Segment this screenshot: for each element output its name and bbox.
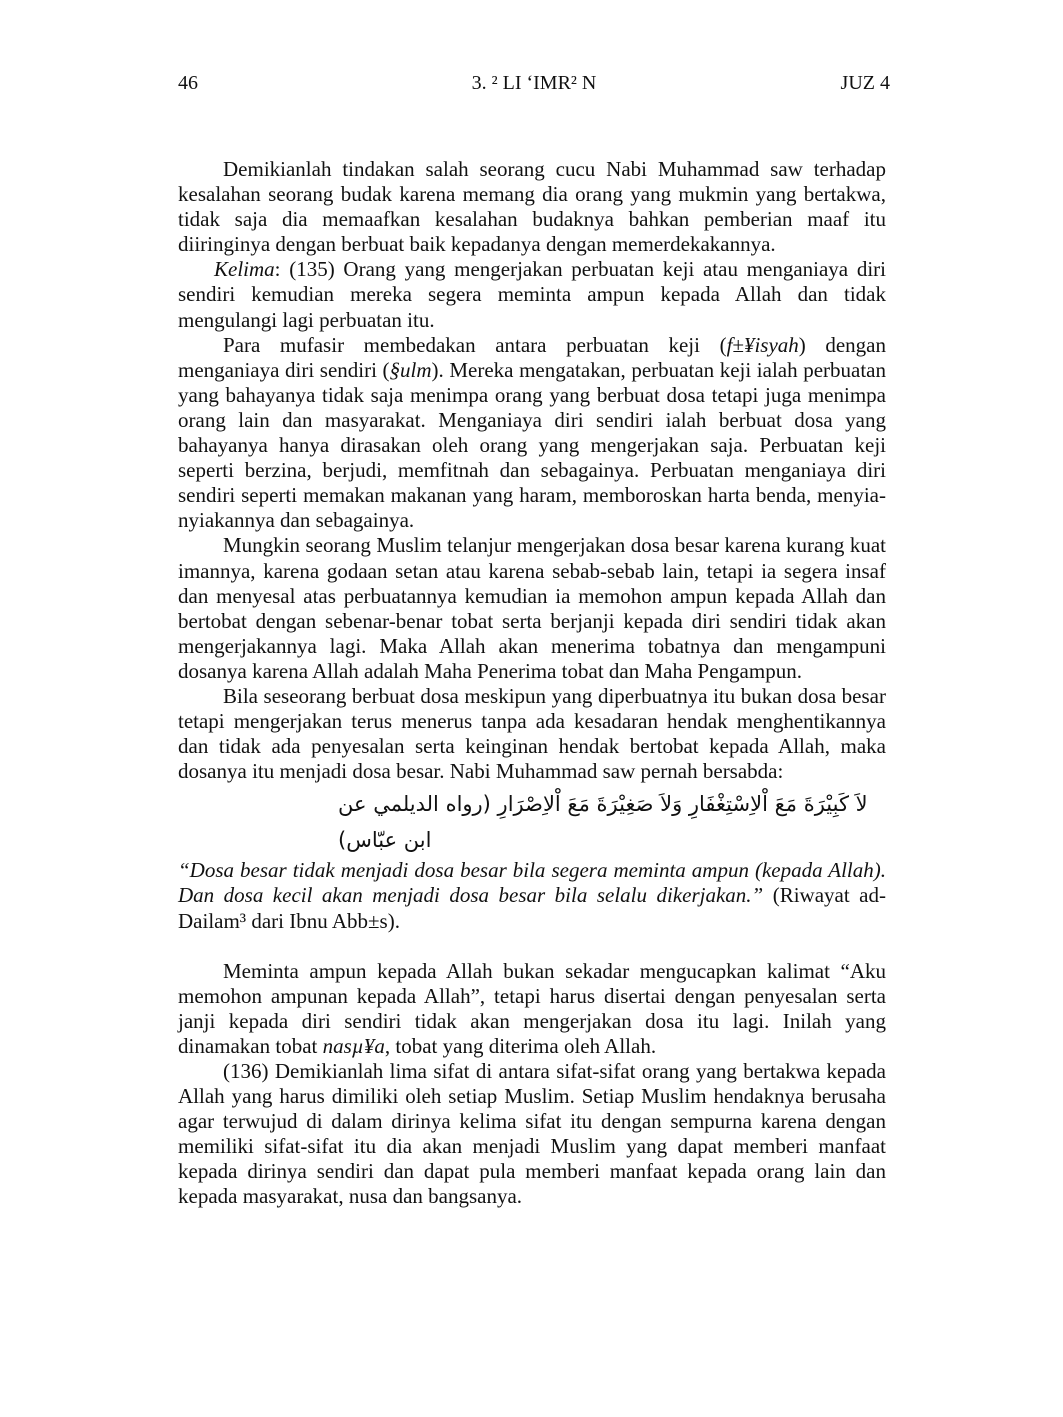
- paragraph-3-part-c: ). Mereka mengatakan, perbuatan keji ialah perbuatan yang bahayanya tidak saja menimpa orang yang berbuat dosa tetapi juga menimpa orang lain dan masyarakat. Menganiaya diri sendiri ialah berbuat dosa yang bahayanya hanya dirasakan oleh orang yang mengerjakan saja. Perbuatan keji seperti berzina, berjudi, memfitnah dan sebagainya. Perbuatan menganiaya diri sendiri seperti memakan makanan yang haram, memboroskan harta benda, menyia-nyiakannya dan sebagainya.: [178, 357, 886, 533]
- page-body: [178, 157, 886, 1210]
- paragraph-6-part-b: , tobat yang diterima oleh Allah.: [384, 1033, 657, 1058]
- hadith-arabic: لاَ كَبِيْرَةَ مَعَ اْلاِسْتِغْفَارِ وَلاَ صَغِيْرَةَ مَعَ اْلاِصْرَارِ (رواه الديلمي عن ابن عبّاس): [338, 792, 868, 853]
- term-fahisyah: f±¥isyah: [726, 332, 799, 357]
- page-header: [178, 72, 890, 100]
- kelima-label: Kelima: [214, 257, 275, 282]
- term-zulm: §ulm: [389, 357, 432, 382]
- paragraph-6: [178, 959, 886, 1059]
- hadith-translation: “Dosa besar tidak menjadi dosa besar bila segera meminta ampun (kepada Allah). Dan dosa kecil akan menjadi dosa besar bila selalu dikerjakan.”: [178, 858, 886, 908]
- paragraph-3: [178, 333, 886, 534]
- paragraph-3-part-b: ) dengan menganiaya diri sendiri (: [178, 332, 886, 382]
- paragraph-2: [178, 257, 886, 332]
- running-title: 3. ² LI ‘IMR² N: [471, 72, 597, 94]
- page-number: 46: [178, 72, 198, 94]
- paragraph-5: Bila seseorang berbuat dosa meskipun yang diperbuatnya itu bukan dosa besar tetapi mengerjakan terus menerus tanpa ada kesadaran hendak menghentikannya dan tidak ada penyesalan serta keinginan hendak bertobat kepada Allah, maka dosanya itu menjadi dosa besar. Nabi Muhammad saw pernah bersabda:: [178, 683, 886, 784]
- section-gap: [178, 934, 886, 959]
- paragraph-3-part-a: Para mufasir membedakan antara perbuatan keji (: [223, 332, 727, 357]
- paragraph-2-text: : (135) Orang yang mengerjakan perbuatan keji atau menganiaya diri sendiri kemudian mereka segera meminta ampun kepada Allah dan tidak mengulangi lagi perbuatan itu.: [178, 257, 886, 332]
- paragraph-6-part-a: Meminta ampun kepada Allah bukan sekadar mengucapkan kalimat “Aku memohon ampunan kepada Allah”, tetapi harus disertai dengan penyesalan serta janji kepada diri sendiri tidak akan mengerjakan dosa itu lagi. Inilah yang dinamakan tobat: [178, 958, 886, 1058]
- hadith-translation-block: [178, 858, 886, 933]
- paragraph-1: Demikianlah tindakan salah seorang cucu Nabi Muhammad saw terhadap kesalahan seorang budak karena memang dia orang yang mukmin yang bertakwa, tidak saja dia memaafkan kesalahan budaknya bahkan pemberian maaf itu diiringinya dengan berbuat baik kepadanya dengan memerdekakannya.: [178, 157, 886, 257]
- paragraph-7: (136) Demikianlah lima sifat di antara sifat-sifat orang yang bertakwa kepada Allah yang harus dimiliki oleh setiap Muslim. Setiap Muslim hendaknya berusaha agar terwujud di dalam dirinya kelima sifat itu dengan sempurna karena dengan memiliki sifat-sifat itu dia akan menjadi Muslim yang dapat memberi manfaat kepada dirinya sendiri dan dapat pula memberi manfaat kepada orang lain dan kepada masyarakat, nusa dan bangsanya.: [178, 1059, 886, 1209]
- term-nasuha: nasµ¥a: [322, 1033, 385, 1058]
- paragraph-4: Mungkin seorang Muslim telanjur mengerjakan dosa besar karena kurang kuat imannya, karena godaan setan atau karena sebab-sebab lain, tetapi ia segera insaf dan menyesal atas perbuatannya kemudian ia memohon ampun kepada Allah dan bertobat dengan sebenar-benar tobat serta berjanji kepada diri sendiri tidak akan mengerjakannya lagi. Maka Allah akan menerima tobatnya dan mengampuni dosanya karena Allah adalah Maha Penerima tobat dan Maha Pengampun.: [178, 533, 886, 683]
- hadith-source: (Riwayat ad-Dailam³ dari Ibnu Abb±s).: [178, 883, 886, 933]
- juz-label: JUZ 4: [840, 72, 890, 94]
